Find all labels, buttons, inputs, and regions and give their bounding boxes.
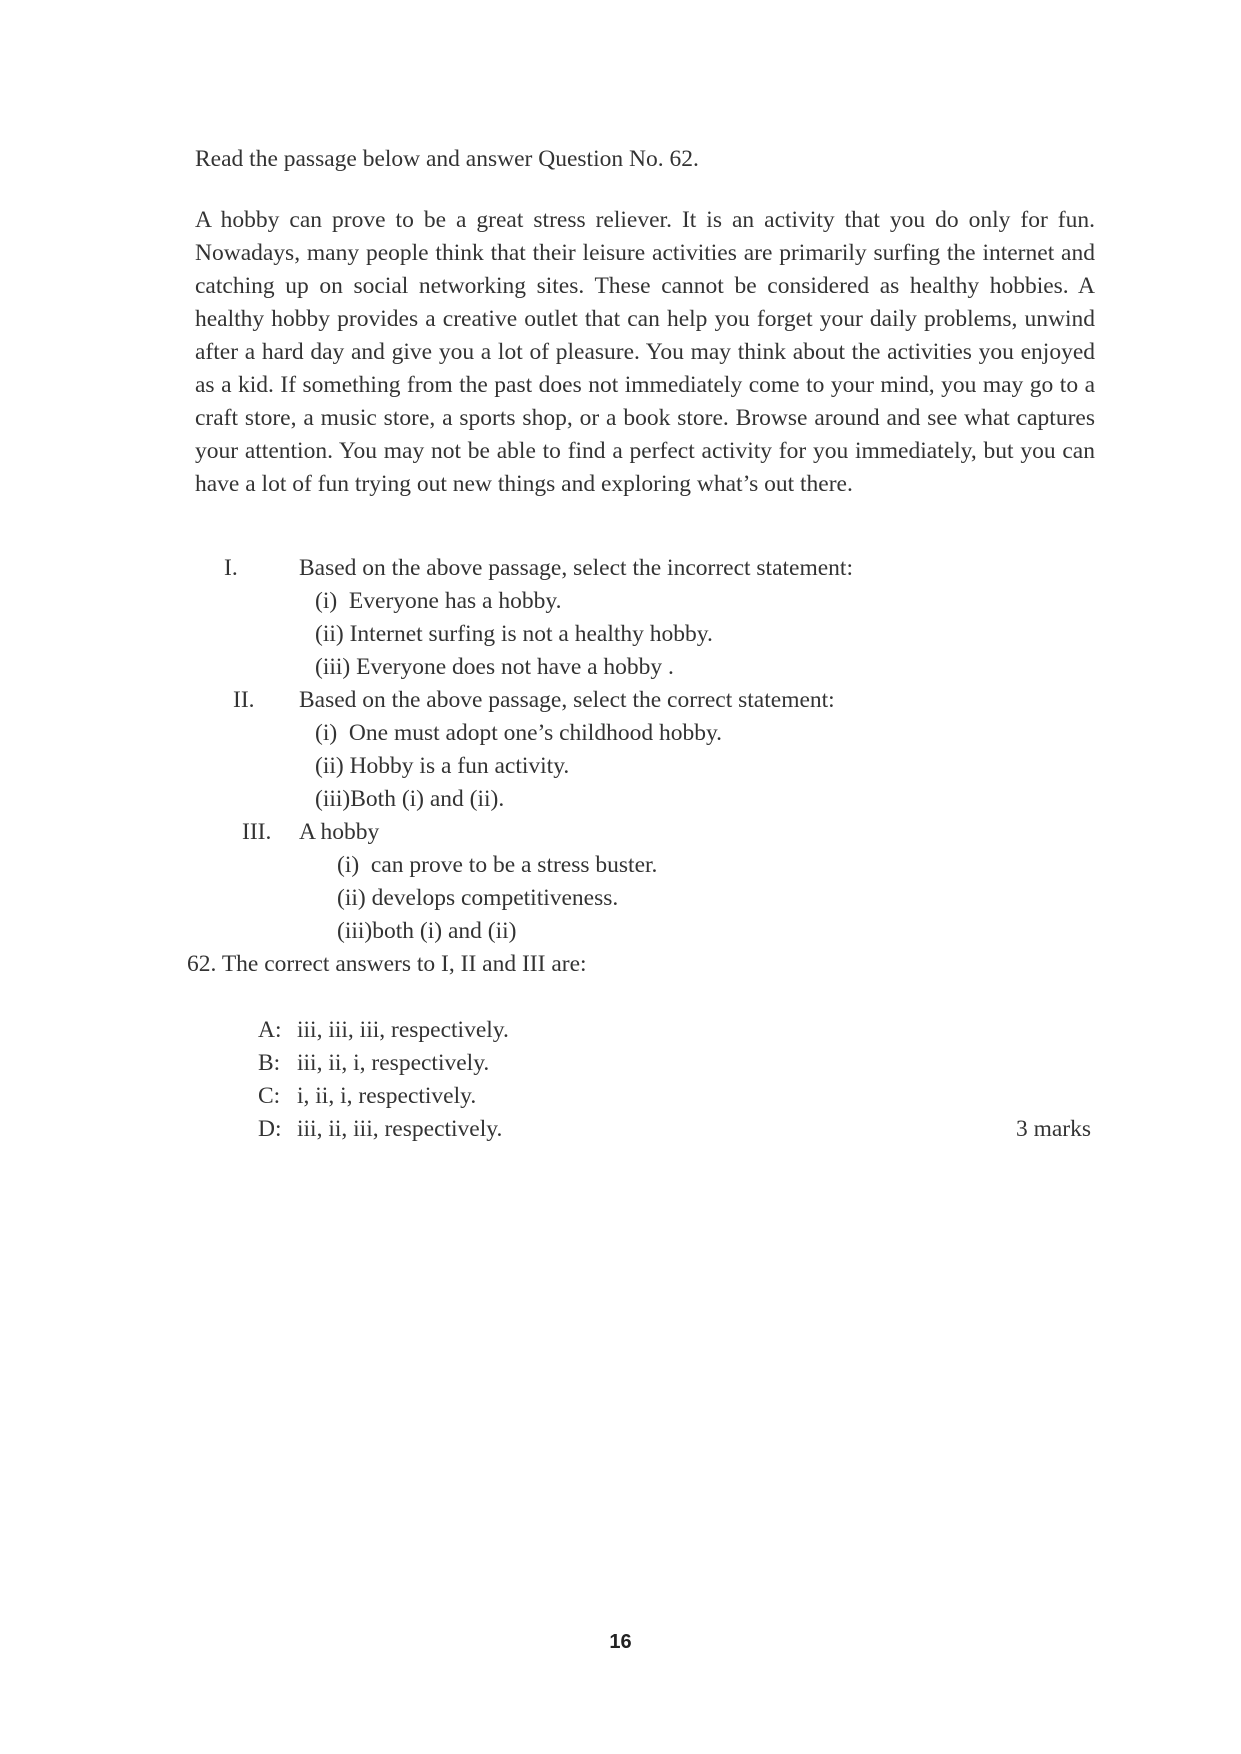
answer-d-text: iii, ii, iii, respectively.	[297, 1116, 503, 1142]
section-iii-option-3: (iii)both (i) and (ii)	[337, 918, 517, 944]
section-ii-numeral: II.	[233, 687, 255, 713]
answer-c-letter: C:	[258, 1083, 281, 1109]
section-i-option-3: (iii) Everyone does not have a hobby .	[315, 654, 674, 680]
answer-b-letter: B:	[258, 1050, 281, 1076]
answer-d-letter: D:	[258, 1116, 282, 1142]
section-iii-option-1: (i) can prove to be a stress buster.	[337, 852, 658, 878]
section-ii-prompt: Based on the above passage, select the correct statement:	[299, 687, 835, 713]
section-ii-option-1: (i) One must adopt one’s childhood hobby.	[315, 720, 723, 746]
section-iii-prompt: A hobby	[299, 819, 380, 845]
answer-b-text: iii, ii, i, respectively.	[297, 1050, 490, 1076]
intro-instruction: Read the passage below and answer Question No. 62.	[195, 146, 699, 172]
section-iii-numeral: III.	[242, 819, 272, 845]
answer-a-text: iii, iii, iii, respectively.	[297, 1017, 509, 1043]
section-i-option-1: (i) Everyone has a hobby.	[315, 588, 562, 614]
question-62: 62. The correct answers to I, II and III are:	[187, 951, 587, 977]
answer-a-letter: A:	[258, 1017, 282, 1043]
passage-text: A hobby can prove to be a great stress reliever. It is an activity that you do only for fun. Nowadays, many people think that their leisure activities are primarily surfing the internet and catching up on social networking sites. These cannot be considered as healthy hobbies. A healthy hobby provides a creative outlet that can help you forget your daily problems, unwind after a hard day and give you a lot of pleasure. You may think about the activities you enjoyed as a kid. If something from the past does not immediately come to your mind, you may go to a craft store, a music store, a sports shop, or a book store. Browse around and see what captures your attention. You may not be able to find a perfect activity for you immediately, but you can have a lot of fun trying out new things and exploring what’s out there.	[195, 207, 1095, 497]
section-i-numeral: I.	[224, 555, 238, 581]
marks-label: 3 marks	[1015, 1116, 1091, 1142]
section-i-prompt: Based on the above passage, select the incorrect statement:	[299, 555, 853, 581]
answer-c-text: i, ii, i, respectively.	[297, 1083, 477, 1109]
section-ii-option-3: (iii)Both (i) and (ii).	[315, 786, 505, 812]
section-ii-option-2: (ii) Hobby is a fun activity.	[315, 753, 570, 779]
section-iii-option-2: (ii) develops competitiveness.	[337, 885, 619, 911]
page-number: 16	[609, 1631, 632, 1653]
section-i-option-2: (ii) Internet surfing is not a healthy hobby.	[315, 621, 713, 647]
